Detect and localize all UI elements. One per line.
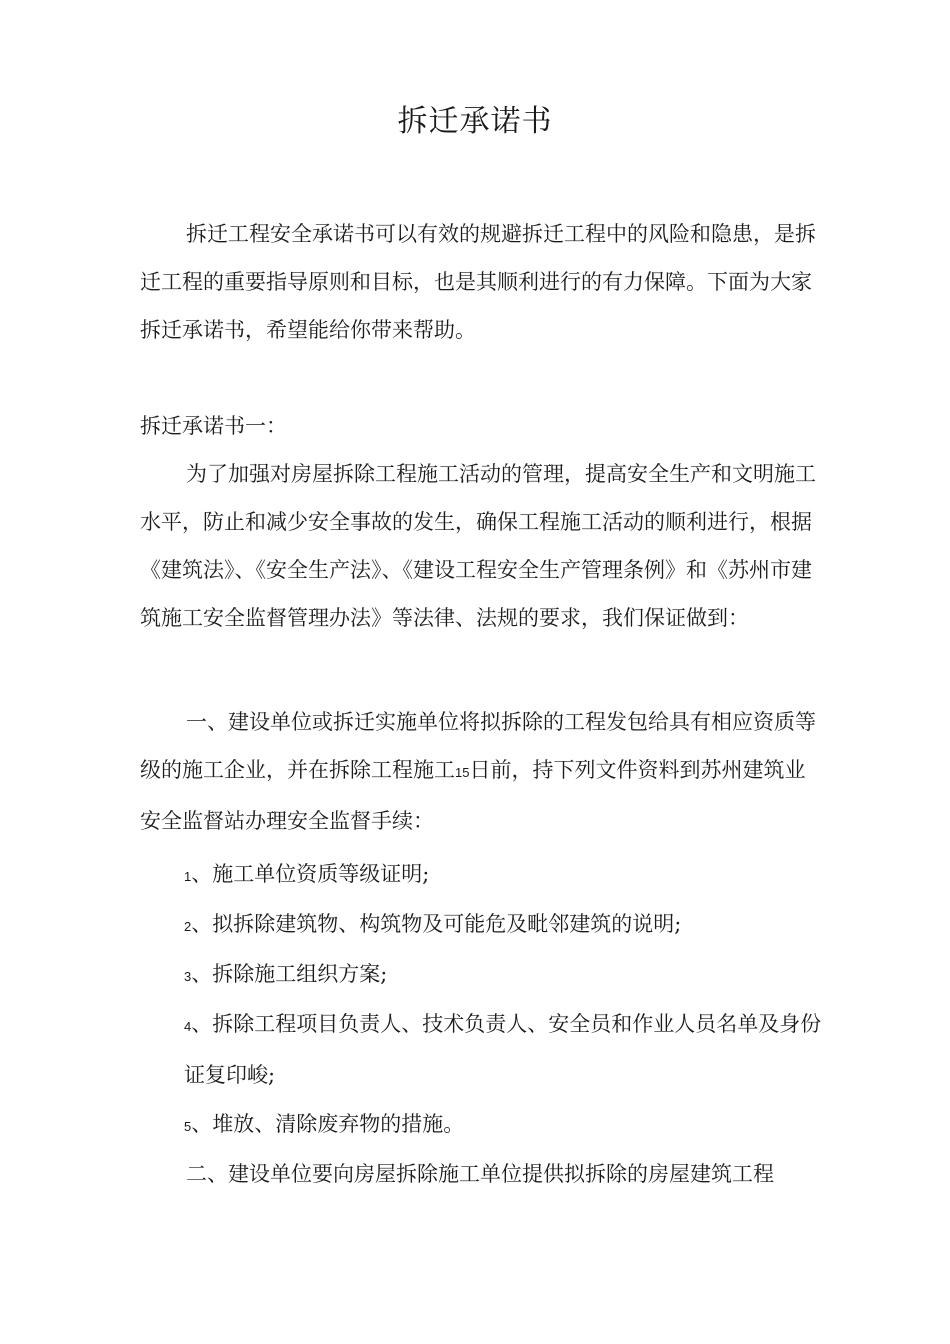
paragraph-2-days: 15	[455, 765, 470, 780]
list-item-number: 4	[184, 1019, 192, 1034]
paragraph-2-before: 一、建设单位或拆迁实施单位将拟拆除的工程发包给具有相应资质等级的施工企业，并在拆除工程施工	[140, 710, 816, 782]
list-item-text: 、拟拆除建筑物、构筑物及可能危及毗邻建筑的说明;	[191, 912, 682, 936]
paragraph-1: 为了加强对房屋拆除工程施工活动的管理，提高安全生产和文明施工水平，防止和减少安全事故的发生，确保工程施工活动的顺利进行，根据《建筑法》、《安全生产法》、《建设工程安全生产管理条例》和《苏州市建筑施工安全监督管理办法》等法律、法规的要求，我们保证做到：	[140, 462, 816, 630]
list-item	[140, 900, 868, 951]
list-item-number: 2	[184, 919, 192, 934]
paragraph-2-after: 日前，持下列文件资料到苏州建筑业安全监督站办理安全监督手续：	[140, 758, 806, 833]
list-item-text: 、堆放、清除废弃物的措施。	[191, 1112, 465, 1136]
list-item-text: 、拆除施工组织方案;	[191, 962, 388, 986]
paragraph-3: 二、建设单位要向房屋拆除施工单位提供拟拆除的房屋建筑工程	[186, 1162, 774, 1186]
paragraph-2	[140, 698, 824, 845]
list-item	[140, 1100, 868, 1151]
list-item	[140, 1000, 824, 1099]
list-item-number: 3	[184, 969, 192, 984]
list-item-number: 1	[184, 869, 192, 884]
document-title: 拆迁承诺书	[397, 104, 553, 139]
list-item	[140, 850, 868, 901]
list-item	[140, 950, 868, 1001]
list-item-text: 、拆除工程项目负责人、技术负责人、安全员和作业人员名单及身份证复印峻;	[184, 1012, 822, 1087]
section-heading: 拆迁承诺书一：	[140, 414, 287, 438]
list-item-number: 5	[184, 1119, 192, 1134]
intro-paragraph: 拆迁工程安全承诺书可以有效的规避拆迁工程中的风险和隐患，是拆迁工程的重要指导原则和目标，也是其顺利进行的有力保障。下面为大家拆迁承诺书，希望能给你带来帮助。	[140, 222, 816, 342]
list-item-text: 、施工单位资质等级证明;	[191, 862, 430, 886]
